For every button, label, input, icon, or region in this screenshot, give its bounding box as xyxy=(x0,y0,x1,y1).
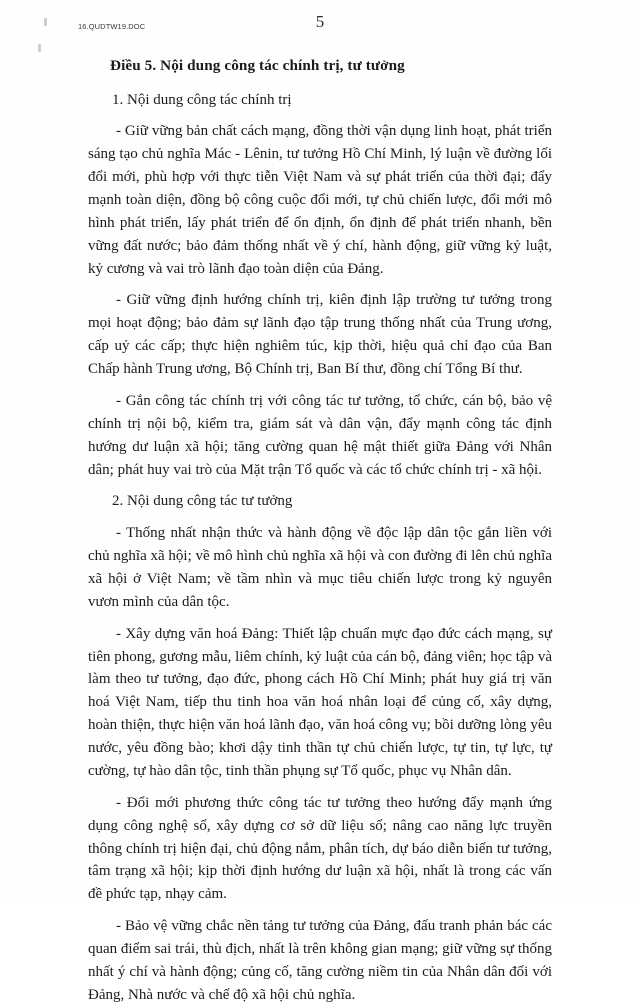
paragraph: - Giữ vững bản chất cách mạng, đồng thời vận dụng linh hoạt, phát triển sáng tạo chủ nghĩa Mác - Lênin, tư tưởng Hồ Chí Minh, lý luận về đường lối đổi mới, phù hợp với thực tiễn Việt Nam và sự phát triển của thời đại; đẩy mạnh toàn diện, đồng bộ công cuộc đổi mới, tự chủ chiến lược, đổi mới mô hình phát triển, lấy phát triển để ổn định, ổn định để phát triển nhanh, bền vững đất nước; bảo đảm thống nhất về ý chí, hành động, giữ vững kỷ luật, kỷ cương và vai trò lãnh đạo toàn diện của Đảng. xyxy=(88,123,552,277)
paragraph: - Giữ vững định hướng chính trị, kiên định lập trường tư tưởng trong mọi hoạt động; bảo đảm sự lãnh đạo tập trung thống nhất của Trung ương, cấp uỷ các cấp; thực hiện nghiêm túc, kịp thời, hiệu quả chỉ đạo của Ban Chấp hành Trung ương, Bộ Chính trị, Ban Bí thư, đồng chí Tổng Bí thư. xyxy=(88,292,552,378)
paragraph: - Thống nhất nhận thức và hành động về độc lập dân tộc gắn liền với chủ nghĩa xã hội; về mô hình chủ nghĩa xã hội và con đường đi lên chủ nghĩa xã hội ở Việt Nam; về tầm nhìn và mục tiêu chiến lược trong kỷ nguyên vươn mình của dân tộc. xyxy=(88,525,552,610)
document-code-label: 16.QUDTW19.DOC xyxy=(78,22,146,31)
article-title: Điều 5. Nội dung công tác chính trị, tư tưởng xyxy=(110,57,405,74)
scan-speck-icon xyxy=(38,44,41,52)
paragraph: - Xây dựng văn hoá Đảng: Thiết lập chuẩn mực đạo đức cách mạng, sự tiên phong, gương mẫu, liêm chính, kỷ luật của cán bộ, đảng viên; học tập và làm theo tư tưởng, đạo đức, phong cách Hồ Chí Minh; phát huy giá trị văn hoá Việt Nam, tiếp thu tinh hoa văn hoá nhân loại để củng cố, xây dựng, hoàn thiện, thực hiện văn hoá lãnh đạo, văn hoá công vụ; bồi dưỡng lòng yêu nước, yêu đồng bào; khơi dậy tinh thần tự chủ chiến lược, tự tin, tự lực, tự cường, tự hào dân tộc, tinh thần phụng sự Tổ quốc, phục vụ Nhân dân. xyxy=(88,625,552,779)
page-number: 5 xyxy=(315,12,325,31)
paragraph: - Bảo vệ vững chắc nền tảng tư tưởng của Đảng, đấu tranh phản bác các quan điểm sai trái, thù địch, nhất là trên không gian mạng; giữ vững sự thống nhất ý chí và hành động; củng cố, tăng cường niềm tin của Nhân dân đối với Đảng, Nhà nước và chế độ xã hội chủ nghĩa. xyxy=(88,918,552,1003)
section-heading-2: 2. Nội dung công tác tư tưởng xyxy=(112,493,293,510)
paragraph: - Gắn công tác chính trị với công tác tư tưởng, tổ chức, cán bộ, bảo vệ chính trị nội bộ, kiểm tra, giám sát và dân vận, đẩy mạnh công tác định hướng dư luận xã hội; tăng cường quan hệ mật thiết giữa Đảng với Nhân dân; phát huy vai trò của Mặt trận Tổ quốc và các tổ chức chính trị - xã hội. xyxy=(88,392,552,478)
section-heading-1: 1. Nội dung công tác chính trị xyxy=(112,91,292,108)
paragraph: - Đổi mới phương thức công tác tư tưởng theo hướng đẩy mạnh ứng dụng công nghệ số, xây dựng cơ sở dữ liệu số; nâng cao năng lực truyền thông chính trị hiện đại, chủ động nắm, phân tích, dự báo diễn biến tư tưởng, tâm trạng xã hội; kịp thời định hướng dư luận xã hội, nhất là trong các vấn đề phức tạp, nhạy cảm. xyxy=(88,794,552,903)
document-body xyxy=(88,56,552,1007)
page-header xyxy=(0,12,640,42)
